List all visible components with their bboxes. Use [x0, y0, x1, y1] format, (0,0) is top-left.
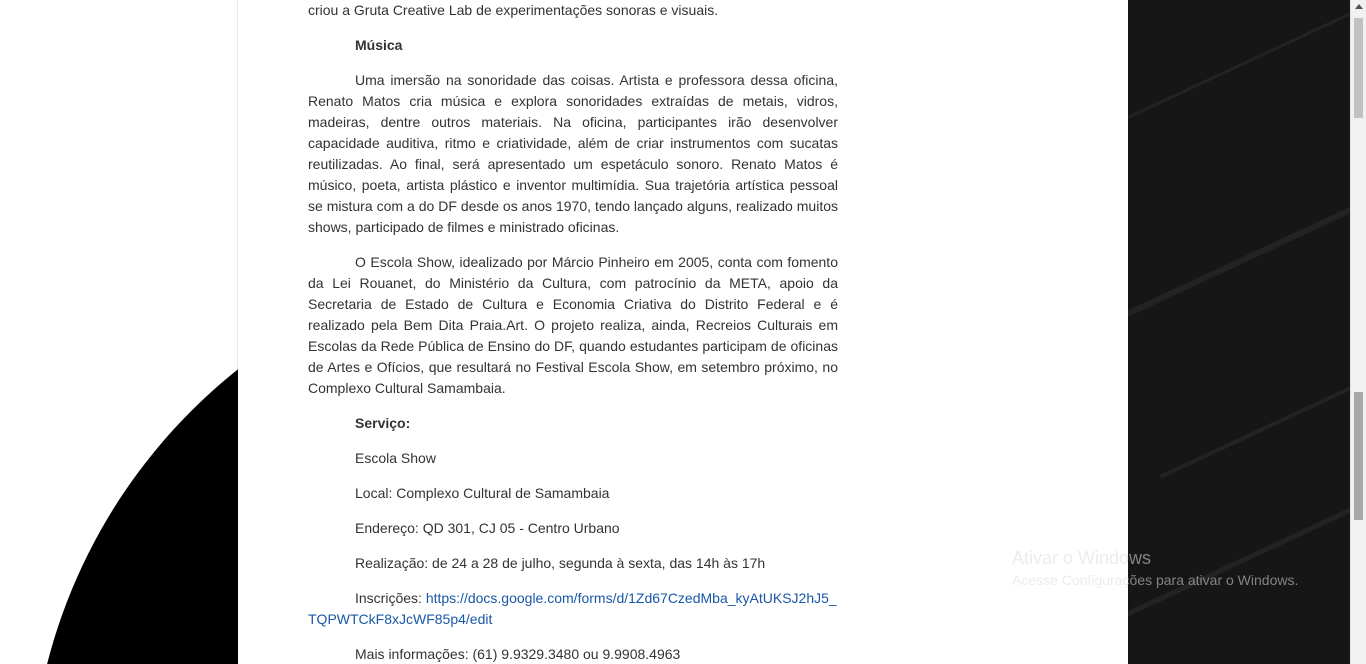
service-local: Local: Complexo Cultural de Samambaia: [355, 485, 610, 501]
inscricoes-label: Inscrições:: [355, 590, 426, 606]
page-scrollbar[interactable]: [1350, 0, 1366, 664]
texture-streak: [1128, 0, 1350, 130]
service-inscricoes: [308, 588, 838, 630]
musica-heading: Música: [355, 37, 403, 53]
watermark-subtitle: Acesse Configurações para ativar o Windows.: [1012, 572, 1299, 588]
watermark-title: Ativar o Windows: [1012, 548, 1152, 568]
service-name: Escola Show: [355, 450, 436, 466]
black-arc-decoration: [30, 250, 238, 664]
texture-streak: [1159, 365, 1350, 479]
left-background: [0, 0, 238, 664]
service-mais-info: Mais informações: (61) 9.9329.3480 ou 9.9908.4963: [355, 646, 681, 662]
service-realizacao: Realização: de 24 a 28 de julho, segunda à sexta, das 14h às 17h: [355, 555, 766, 571]
scrollbar-track-segment: [1354, 18, 1363, 118]
inscricoes-link[interactable]: https://docs.google.com/forms/d/1Zd67CzedMba_kyAtUKSJ2hJ5_TQPWTCkF8xJcWF85p4/edit: [308, 590, 837, 627]
servico-heading: Serviço:: [355, 415, 411, 431]
escola-show-paragraph: O Escola Show, idealizado por Márcio Pinheiro em 2005, conta com fomento da Lei Rouanet, do Ministério da Cultura, com patrocínio da META, apoio da Secretaria de Estado de Cultura e Economia Criativa do Distrito Federal e é realizado pela Bem Dita Praia.Art. O projeto realiza, ainda, Recreios Culturais em Escolas da Rede Pública de Ensino do DF, quando estudantes participam de oficinas de Artes e Ofícios, que resultará no Festival Escola Show, em setembro próximo, no Complexo Cultural Samambaia.: [308, 254, 838, 396]
page-content: [238, 0, 1128, 664]
texture-streak: [1128, 187, 1350, 319]
scroll-up-arrow-icon[interactable]: [1355, 4, 1363, 9]
windows-activation-watermark: [1012, 547, 1298, 590]
service-endereco: Endereço: QD 301, CJ 05 - Centro Urbano: [355, 520, 620, 536]
scrollbar-thumb[interactable]: [1354, 392, 1363, 520]
article-top-line: criou a Gruta Creative Lab de experimentações sonoras e visuais.: [308, 2, 719, 18]
musica-paragraph: Uma imersão na sonoridade das coisas. Artista e professora dessa oficina, Renato Matos cria música e explora sonoridades extraídas de metais, vidros, madeiras, dentre outros materiais. Na oficina, participantes irão desenvolver capacidade auditiva, ritmo e criatividade, além de criar instrumentos com sucatas reutilizadas. Ao final, será apresentado um espetáculo sonoro. Renato Matos é músico, poeta, artista plástico e inventor multimídia. Sua trajetória artística pessoal se mistura com a do DF desde os anos 1970, tendo lançado alguns, realizado muitos shows, participado de filmes e ministrado oficinas.: [308, 72, 838, 235]
